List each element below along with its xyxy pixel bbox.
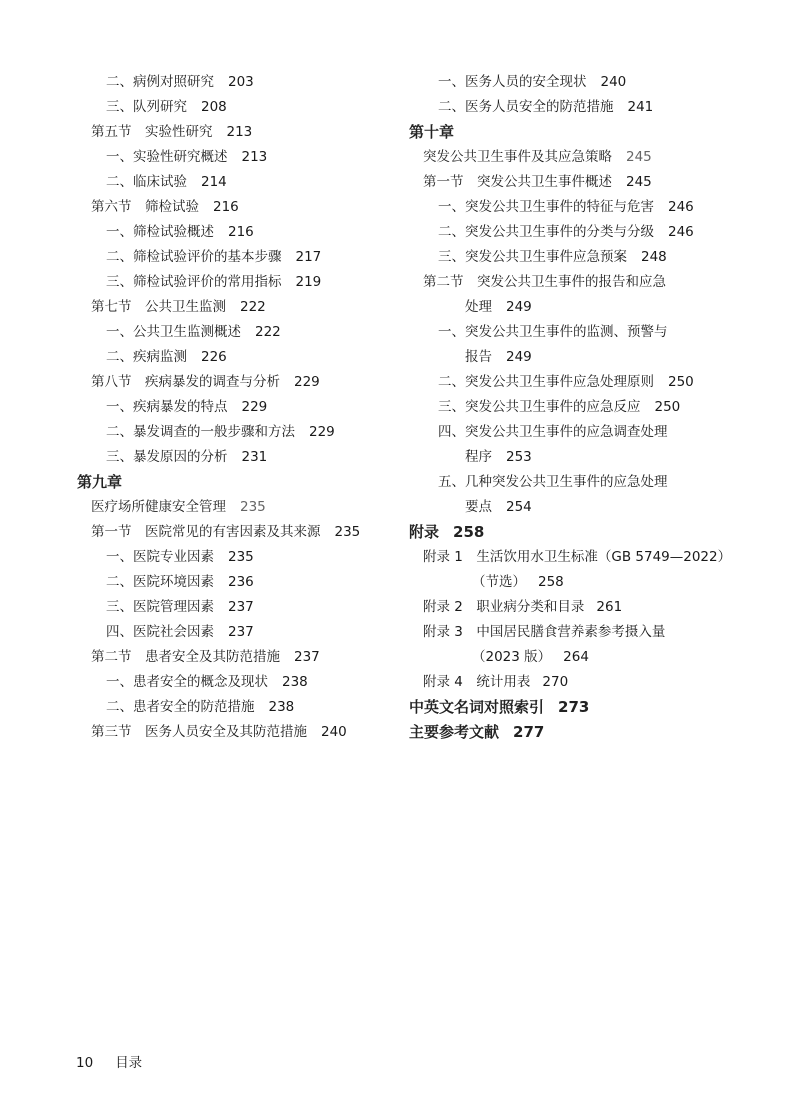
toc-entry[interactable]: 二、突发公共卫生事件应急处理原则 250 <box>438 374 694 390</box>
toc-entry[interactable]: 一、医院专业因素 235 <box>106 549 254 565</box>
toc-appendix-heading[interactable]: 附录 258 <box>409 523 485 541</box>
toc-entry[interactable]: 三、队列研究 208 <box>106 99 227 115</box>
toc-index-heading[interactable]: 中英文名词对照索引 273 <box>409 698 590 716</box>
toc-section[interactable]: 第六节 筛检试验 216 <box>91 199 239 215</box>
toc-entry-continued[interactable]: 报告 249 <box>465 349 532 365</box>
toc-entry[interactable]: 一、实验性研究概述 213 <box>106 149 268 165</box>
toc-references-heading[interactable]: 主要参考文献 277 <box>409 723 545 741</box>
toc-chapter-heading[interactable]: 第九章 <box>77 473 123 491</box>
toc-entry[interactable]: 一、突发公共卫生事件的监测、预警与 <box>438 324 668 340</box>
toc-entry[interactable]: 三、突发公共卫生事件的应急反应 250 <box>438 399 681 415</box>
toc-chapter-title[interactable]: 医疗场所健康安全管理 235 <box>91 499 266 515</box>
toc-section[interactable]: 第八节 疾病暴发的调查与分析 229 <box>91 374 320 390</box>
page-footer <box>76 1053 142 1073</box>
toc-section[interactable]: 第二节 突发公共卫生事件的报告和应急 <box>423 274 666 290</box>
toc-appendix-item-continued[interactable]: （节选） 258 <box>472 574 564 590</box>
toc-entry[interactable]: 二、患者安全的防范措施 238 <box>106 699 295 715</box>
toc-entry[interactable]: 三、医院管理因素 237 <box>106 599 254 615</box>
toc-entry-continued[interactable]: 程序 253 <box>465 449 532 465</box>
toc-entry[interactable]: 三、暴发原因的分析 231 <box>106 449 268 465</box>
toc-entry[interactable]: 二、筛检试验评价的基本步骤 217 <box>106 249 322 265</box>
toc-entry[interactable]: 一、医务人员的安全现状 240 <box>438 74 627 90</box>
footer-page-number: 10 <box>76 1055 94 1071</box>
toc-appendix-item[interactable]: 附录 2 职业病分类和目录 261 <box>423 599 623 615</box>
footer-title: 目录 <box>115 1055 143 1071</box>
toc-entry-continued[interactable]: 要点 254 <box>465 499 532 515</box>
toc-section[interactable]: 第五节 实验性研究 213 <box>91 124 253 140</box>
toc-entry[interactable]: 二、医务人员安全的防范措施 241 <box>438 99 654 115</box>
toc-section-continued[interactable]: 处理 249 <box>465 299 532 315</box>
toc-entry[interactable]: 二、暴发调查的一般步骤和方法 229 <box>106 424 335 440</box>
toc-entry[interactable]: 一、患者安全的概念及现状 238 <box>106 674 308 690</box>
toc-entry[interactable]: 五、几种突发公共卫生事件的应急处理 <box>438 474 668 490</box>
toc-entry[interactable]: 三、筛检试验评价的常用指标 219 <box>106 274 322 290</box>
toc-chapter-title[interactable]: 突发公共卫生事件及其应急策略 245 <box>423 149 652 165</box>
toc-entry[interactable]: 四、医院社会因素 237 <box>106 624 254 640</box>
toc-entry[interactable]: 二、突发公共卫生事件的分类与分级 246 <box>438 224 694 240</box>
toc-entry[interactable]: 四、突发公共卫生事件的应急调查处理 <box>438 424 668 440</box>
toc-appendix-item[interactable]: 附录 3 中国居民膳食营养素参考摄入量 <box>423 624 666 640</box>
toc-section[interactable]: 第七节 公共卫生监测 222 <box>91 299 266 315</box>
toc-section[interactable]: 第一节 医院常见的有害因素及其来源 235 <box>91 524 361 540</box>
toc-chapter-heading[interactable]: 第十章 <box>409 123 455 141</box>
toc-entry[interactable]: 三、突发公共卫生事件应急预案 248 <box>438 249 667 265</box>
toc-entry[interactable]: 二、病例对照研究 203 <box>106 74 254 90</box>
toc-entry[interactable]: 一、筛检试验概述 216 <box>106 224 254 240</box>
toc-appendix-item-continued[interactable]: （2023 版） 264 <box>472 649 589 665</box>
toc-section[interactable]: 第一节 突发公共卫生事件概述 245 <box>423 174 652 190</box>
toc-entry[interactable]: 一、公共卫生监测概述 222 <box>106 324 281 340</box>
toc-section[interactable]: 第三节 医务人员安全及其防范措施 240 <box>91 724 347 740</box>
toc-entry[interactable]: 二、医院环境因素 236 <box>106 574 254 590</box>
toc-appendix-item[interactable]: 附录 1 生活饮用水卫生标准（GB 5749—2022） <box>423 549 732 565</box>
toc-entry[interactable]: 二、疾病监测 226 <box>106 349 227 365</box>
toc-appendix-item[interactable]: 附录 4 统计用表 270 <box>423 674 569 690</box>
toc-entry[interactable]: 二、临床试验 214 <box>106 174 227 190</box>
toc-section[interactable]: 第二节 患者安全及其防范措施 237 <box>91 649 320 665</box>
toc-entry[interactable]: 一、疾病暴发的特点 229 <box>106 399 268 415</box>
toc-entry[interactable]: 一、突发公共卫生事件的特征与危害 246 <box>438 199 694 215</box>
